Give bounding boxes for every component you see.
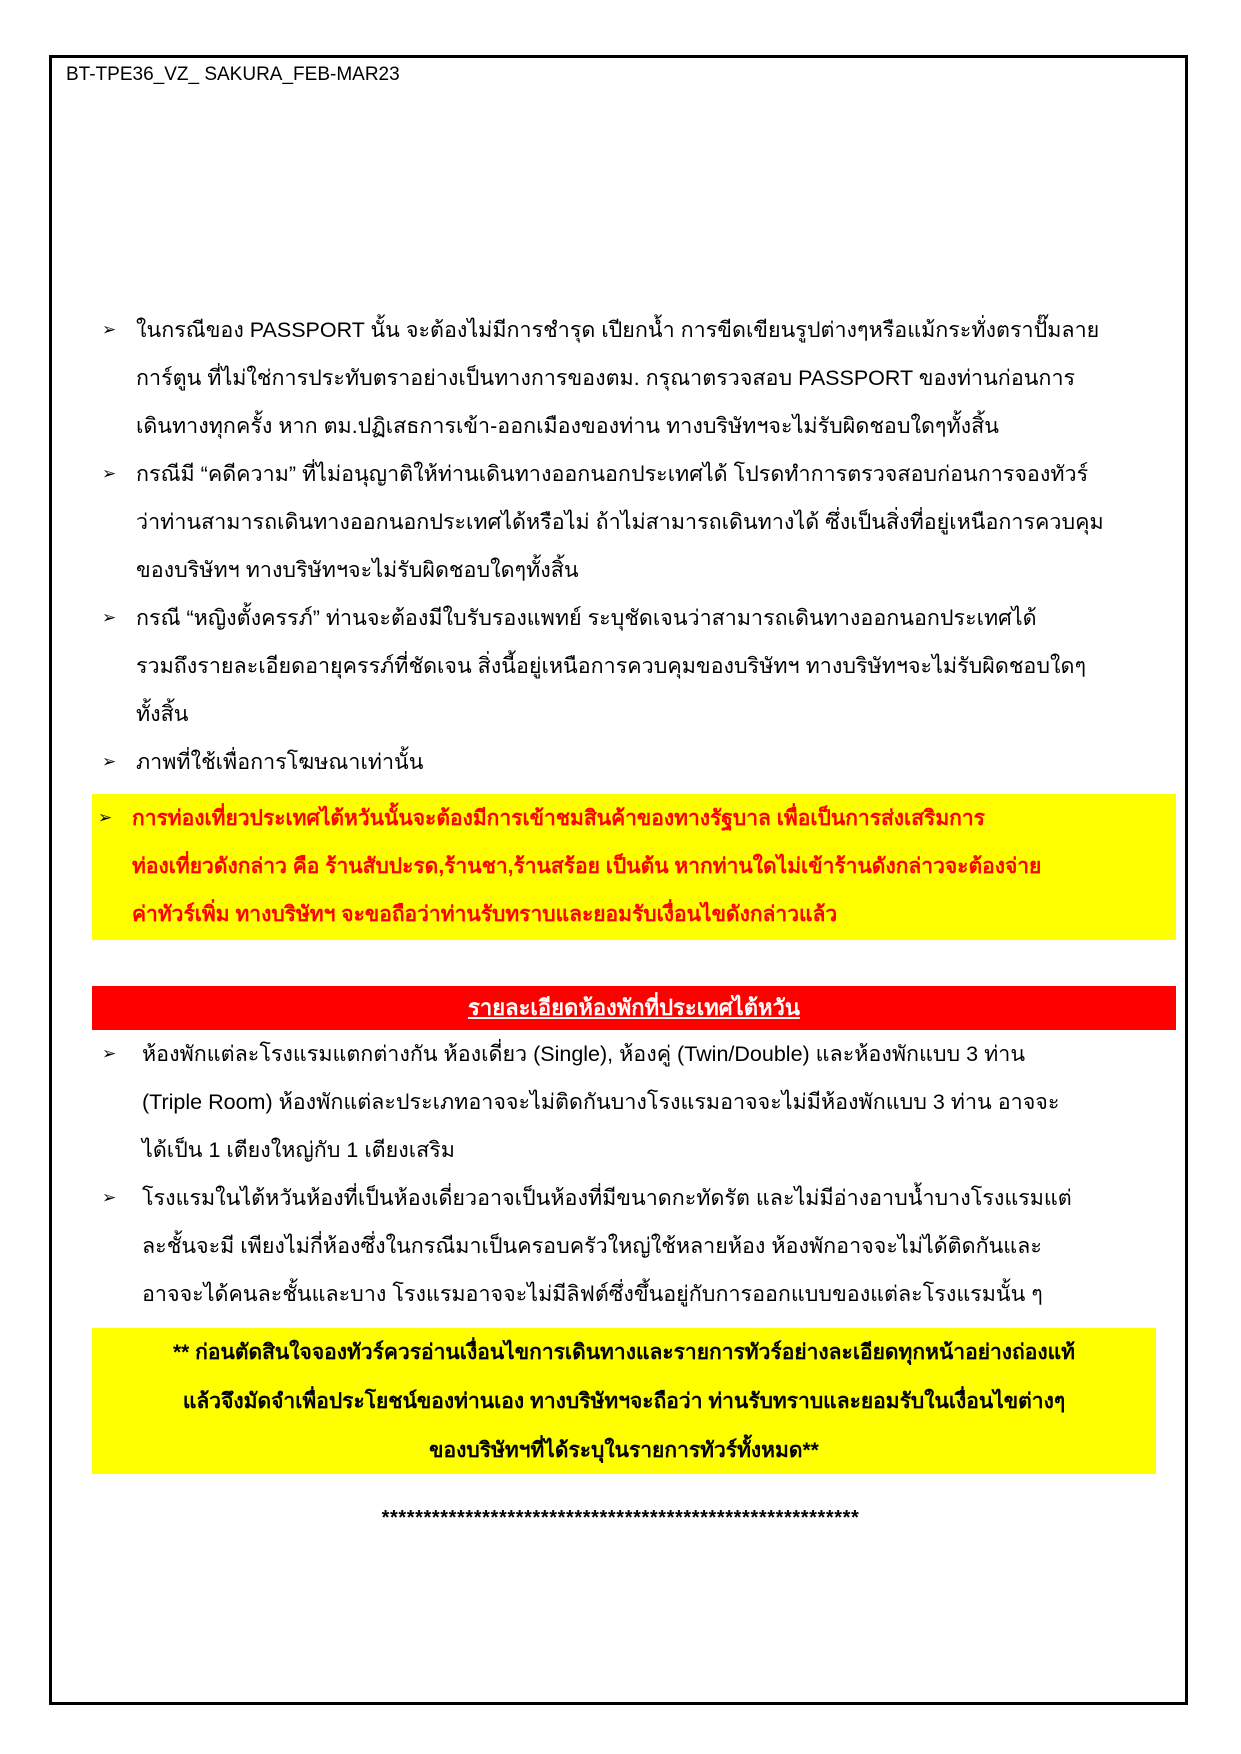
arrowhead-bullet-icon: ➢ <box>102 464 117 483</box>
condition-pregnancy <box>92 594 1180 738</box>
hotel-item-room-types <box>92 1030 1180 1174</box>
shopping-notice-box <box>92 794 1176 940</box>
document-code: BT-TPE36_VZ_ SAKURA_FEB-MAR23 <box>66 64 400 85</box>
hotel-item-line: อาจจะได้คนละชั้นและบาง โรงแรมอาจจะไม่มีลิฟต์ซึ่งขึ้นอยู่กับการออกแบบของแต่ละโรงแรมนั้น ๆ <box>142 1282 1043 1306</box>
condition-images <box>92 738 1180 786</box>
arrowhead-bullet-icon: ➢ <box>98 808 113 827</box>
final-notice-line: ของบริษัทฯที่ได้ระบุในรายการทัวร์ทั้งหมด** <box>429 1439 819 1462</box>
final-notice-box <box>92 1328 1156 1474</box>
arrowhead-bullet-icon: ➢ <box>102 320 117 339</box>
hotel-item-line: ได้เป็น 1 เตียงใหญ่กับ 1 เตียงเสริม <box>142 1138 455 1162</box>
condition-line: เดินทางทุกครั้ง หาก ตม.ปฏิเสธการเข้า-ออกเมืองของท่าน ทางบริษัทฯจะไม่รับผิดชอบใดๆทั้งสิ้น <box>136 414 999 438</box>
shopping-notice-line: ค่าทัวร์เพิ่ม ทางบริษัทฯ จะขอถือว่าท่านรับทราบและยอมรับเงื่อนไขดังกล่าวแล้ว <box>132 903 838 926</box>
condition-line: ภาพที่ใช้เพื่อการโฆษณาเท่านั้น <box>136 750 424 774</box>
arrowhead-bullet-icon: ➢ <box>102 608 117 627</box>
final-notice-line: แล้วจึงมัดจำเพื่อประโยชน์ของท่านเอง ทางบริษัทฯจะถือว่า ท่านรับทราบและยอมรับในเงื่อนไขต่างๆ <box>182 1390 1066 1413</box>
hotel-item-single-rooms <box>92 1174 1180 1318</box>
condition-passport <box>92 306 1180 450</box>
hotel-item-line: ห้องพักแต่ละโรงแรมแตกต่างกัน ห้องเดี่ยว (Single), ห้องคู่ (Twin/Double) และห้องพักแบบ 3 ท่าน <box>142 1042 1026 1066</box>
condition-line: การ์ตูน ที่ไม่ใช่การประทับตราอย่างเป็นทางการของตม. กรุณาตรวจสอบ PASSPORT ของท่านก่อนการ <box>136 366 1076 390</box>
condition-line: ทั้งสิ้น <box>136 702 189 726</box>
final-notice-line: ** ก่อนตัดสินใจจองทัวร์ควรอ่านเงื่อนไขการเดินทางและรายการทัวร์อย่างละเอียดทุกหน้าอย่างถ่องแท้ <box>172 1341 1076 1364</box>
hotel-section-header <box>92 986 1176 1030</box>
hotel-details-list <box>92 1030 1180 1318</box>
hotel-section-title: รายละเอียดห้องพักที่ประเทศไต้หวัน <box>468 995 800 1020</box>
hotel-item-line: โรงแรมในไต้หวันห้องที่เป็นห้องเดี่ยวอาจเป็นห้องที่มีขนาดกะทัดรัต และไม่มีอ่างอาบน้ำบางโรงแรมแต่ <box>142 1186 1072 1210</box>
arrowhead-bullet-icon: ➢ <box>102 1188 117 1207</box>
shopping-notice-line: การท่องเที่ยวประเทศไต้หวันนั้นจะต้องมีการเข้าชมสินค้าของทางรัฐบาล เพื่อเป็นการส่งเสริมการ <box>132 807 985 830</box>
arrowhead-bullet-icon: ➢ <box>102 752 117 771</box>
conditions-list <box>92 306 1180 786</box>
shopping-notice-line: ท่องเที่ยวดังกล่าว คือ ร้านสับปะรด,ร้านชา,ร้านสร้อย เป็นต้น หากท่านใดไม่เข้าร้านดังกล่าวจะต้องจ่าย <box>132 855 1042 878</box>
condition-line: กรณีมี “คดีความ” ที่ไม่อนุญาติให้ท่านเดินทางออกนอกประเทศได้ โปรดทำการตรวจสอบก่อนการจองทัวร์ <box>136 462 1089 486</box>
hotel-item-line: (Triple Room) ห้องพักแต่ละประเภทอาจจะไม่ติดกันบางโรงแรมอาจจะไม่มีห้องพักแบบ 3 ท่าน อาจจะ <box>142 1090 1060 1114</box>
hotel-item-line: ละชั้นจะมี เพียงไม่กี่ห้องซึ่งในกรณีมาเป็นครอบครัวใหญ่ใช้หลายห้อง ห้องพักอาจจะไม่ได้ติดกันและ <box>142 1234 1042 1258</box>
condition-line: ว่าท่านสามารถเดินทางออกนอกประเทศได้หรือไม่ ถ้าไม่สามารถเดินทางได้ ซึ่งเป็นสิ่งที่อยู่เหนือการควบคุม <box>136 510 1104 534</box>
star-separator: ********************************************************* <box>381 1507 860 1529</box>
arrowhead-bullet-icon: ➢ <box>102 1044 117 1063</box>
condition-line: ในกรณีของ PASSPORT นั้น จะต้องไม่มีการชำรุด เปียกน้ำ การขีดเขียนรูปต่างๆหรือแม้กระทั่งตราปั๊มลาย <box>136 318 1100 342</box>
condition-line: กรณี “หญิงตั้งครรภ์” ท่านจะต้องมีใบรับรองแพทย์ ระบุชัดเจนว่าสามารถเดินทางออกนอกประเทศได้ <box>136 606 1037 630</box>
condition-line: รวมถึงรายละเอียดอายุครรภ์ที่ชัดเจน สิ่งนี้อยู่เหนือการควบคุมของบริษัทฯ ทางบริษัทฯจะไม่รับผิดชอบใดๆ <box>136 654 1086 678</box>
shopping-notice <box>92 794 1176 939</box>
condition-line: ของบริษัทฯ ทางบริษัทฯจะไม่รับผิดชอบใดๆทั้งสิ้น <box>136 558 579 582</box>
condition-legal-case <box>92 450 1180 594</box>
